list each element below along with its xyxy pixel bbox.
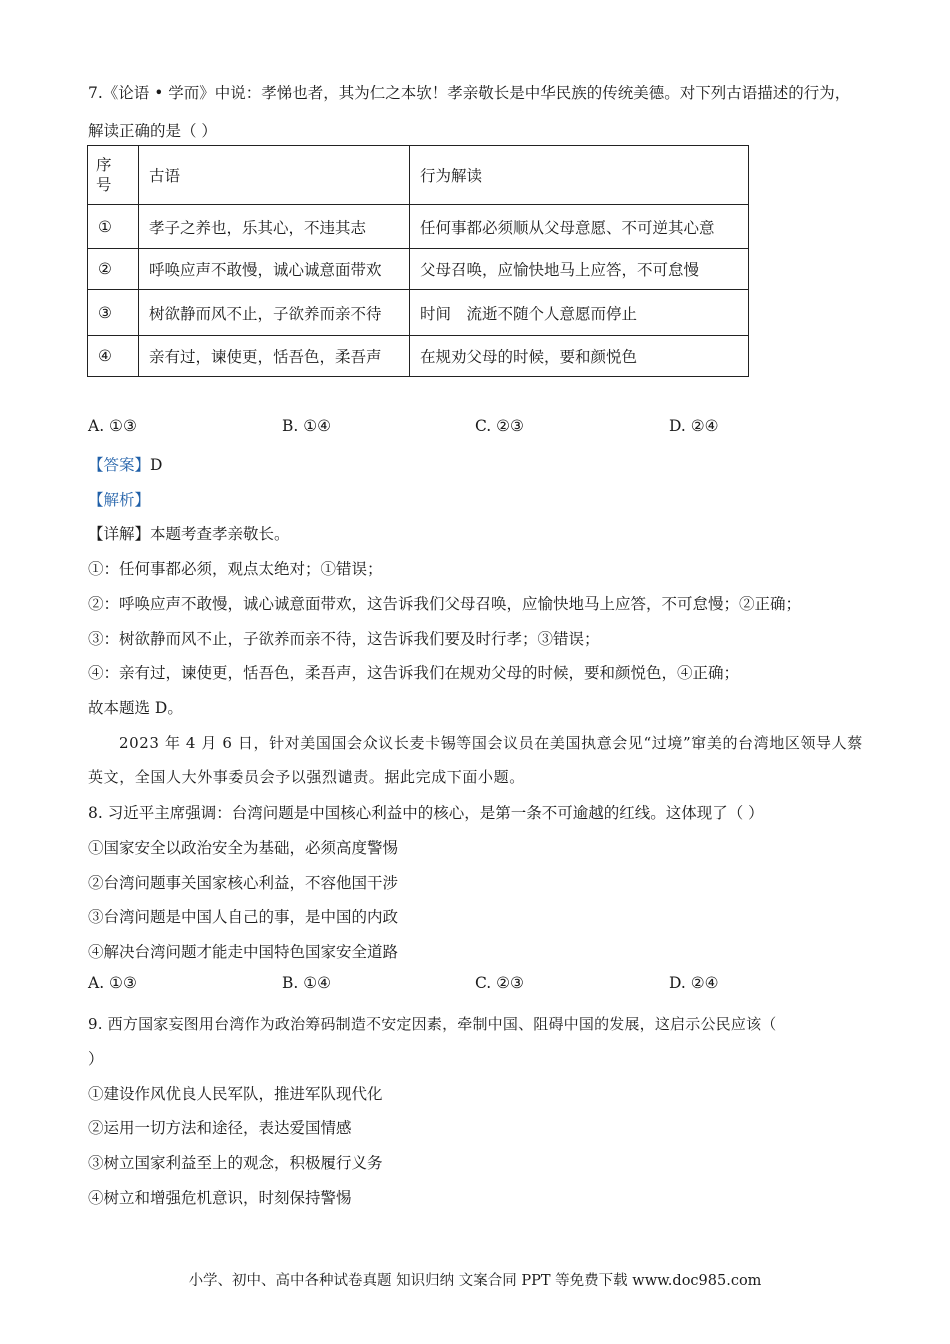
question-7-table [87,145,749,377]
row-number: ③ [88,290,139,336]
option-d[interactable]: D. ②④ [669,974,719,992]
question-9-stem-line-2: ） [88,1050,104,1068]
analysis-line-1: ①：任何事都必须，观点太绝对；①错误； [88,560,383,578]
row-interpretation: 在规劝父母的时候，要和颜悦色 [410,336,749,377]
question-8-item-1: ①国家安全以政治安全为基础，必须高度警惕 [88,839,399,857]
option-c[interactable]: C. ②③ [475,417,524,435]
question-9-item-3: ③树立国家利益至上的观念，积极履行义务 [88,1154,383,1172]
option-a[interactable]: A. ①③ [88,974,137,992]
analysis-line-4: ④：亲有过，谏使更，恬吾色，柔吾声，这告诉我们在规劝父母的时候，要和颜悦色，④正确； [88,664,740,682]
option-b[interactable]: B. ①④ [282,974,332,992]
question-8-item-4: ④解决台湾问题才能走中国特色国家安全道路 [88,943,399,961]
header-ancient-saying: 古语 [139,146,410,205]
page-footer: 小学、初中、高中各种试卷真题 知识归纳 文案合同 PPT 等免费下载 www.doc985.com [188,1273,762,1289]
answer-label: 【答案】 [88,456,151,474]
analysis-line-2: ②：呼唤应声不敢慢，诚心诚意面带欢，这告诉我们父母召唤，应愉快地马上应答，不可怠慢；②正确； [88,595,802,613]
option-c[interactable]: C. ②③ [475,974,524,992]
question-8-item-3: ③台湾问题是中国人自己的事，是中国的内政 [88,908,399,926]
row-interpretation: 任何事都必须顺从父母意愿、不可逆其心意 [410,205,749,249]
row-saying: 树欲静而风不止，子欲养而亲不待 [139,290,410,336]
header-number: 序号 [88,146,139,205]
analysis-line-3: ③：树欲静而风不止，子欲养而亲不待，这告诉我们要及时行孝；③错误； [88,630,600,648]
row-number: ① [88,205,139,249]
row-number: ② [88,249,139,290]
table-row [88,290,749,336]
detail-line [88,522,290,544]
table-row [88,336,749,377]
question-8-options [88,974,863,998]
question-9-item-2: ②运用一切方法和途径，表达爱国情感 [88,1119,352,1137]
row-interpretation: 时间 流逝不随个人意愿而停止 [410,290,749,336]
row-saying: 孝子之养也，乐其心，不违其志 [139,205,410,249]
question-9-stem-line-1: 9. 西方国家妄图用台湾作为政治筹码制造不安定因素，牵制中国、阻碍中国的发展，这启示公民应该（ [88,1015,777,1033]
option-d[interactable]: D. ②④ [669,417,719,435]
row-saying: 呼唤应声不敢慢，诚心诚意面带欢 [139,249,410,290]
option-a[interactable]: A. ①③ [88,417,137,435]
material-intro: 2023 年 4 月 6 日，针对美国国会众议长麦卡锡等国会议员在美国执意会见“过境”窜美的台湾地区领导人蔡英文，全国人大外事委员会予以强烈谴责。据此完成下面小题。 [88,734,863,786]
question-9-item-1: ①建设作风优良人民军队，推进军队现代化 [88,1085,383,1103]
row-saying: 亲有过，谏使更，恬吾色，柔吾声 [139,336,410,377]
question-7-options [88,417,863,441]
table-header-row [88,146,749,205]
table-row [88,205,749,249]
row-interpretation: 父母召唤，应愉快地马上应答，不可怠慢 [410,249,749,290]
analysis-conclusion: 故本题选 D。 [88,699,183,717]
table-row [88,249,749,290]
question-8-stem: 8. 习近平主席强调：台湾问题是中国核心利益中的核心，是第一条不可逾越的红线。这体现了（ ） [88,804,764,822]
analysis-label: 【解析】 [88,491,151,509]
question-7-stem: 7.《论语 • 学而》中说：孝悌也者，其为仁之本欤！孝亲敬长是中华民族的传统美德。对下列古语描述的行为，解读正确的是（ ） [88,84,851,140]
question-9-item-4: ④树立和增强危机意识，时刻保持警惕 [88,1189,352,1207]
row-number: ④ [88,336,139,377]
question-8-item-2: ②台湾问题事关国家核心利益，不容他国干涉 [88,874,399,892]
detail-label: 【详解】 [88,525,151,543]
detail-text: 本题考查孝亲敬长。 [150,525,290,543]
option-b[interactable]: B. ①④ [282,417,332,435]
answer-value: D [150,456,163,474]
answer-line [88,453,162,475]
header-interpretation: 行为解读 [410,146,749,205]
